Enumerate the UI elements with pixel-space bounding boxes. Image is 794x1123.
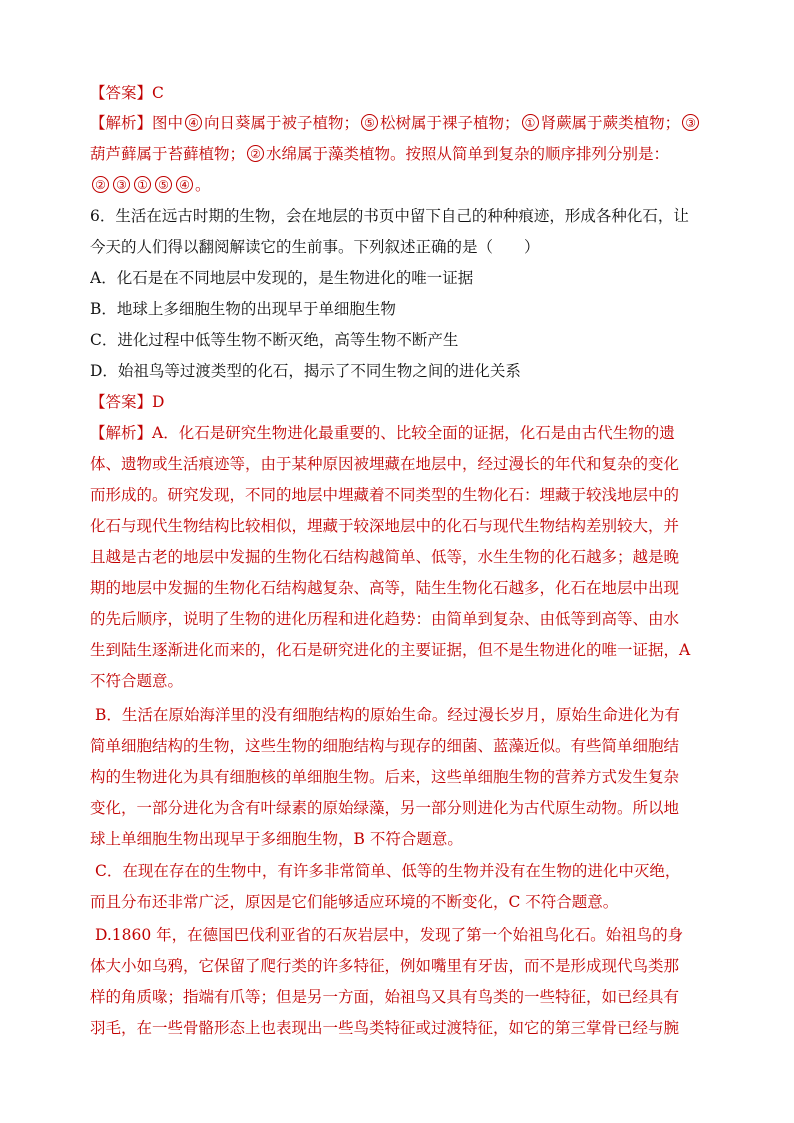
q6-analysis-b-line-3: 构的生物进化为具有细胞核的单细胞生物。后来，这些单细胞生物的营养方式发生复杂: [90, 768, 680, 786]
answer-value: C: [152, 84, 164, 102]
analysis-text: 松树属于裸子植物；: [380, 114, 520, 132]
q6-answer-line: [90, 387, 715, 418]
analysis-tag: 【解析】: [90, 114, 153, 132]
q5-answer-line: [90, 78, 715, 109]
q6-analysis-a-line-1: [90, 418, 715, 449]
analysis-text: 。: [195, 176, 211, 194]
q5-analysis-line-1: [90, 108, 715, 139]
q6-analysis-d-line-1: D.1860 年，在德国巴伐利亚省的石灰岩层中，发现了第一个始祖鸟化石。始祖鸟的身: [95, 926, 684, 944]
q6-analysis-a-line-9: 不符合题意。: [90, 672, 184, 690]
circled-number-2: ②: [92, 176, 109, 193]
q6-analysis-a-line-6: 期的地层中发掘的生物化石结构越复杂、高等，陆生生物化石越多，化石在地层中出现: [90, 579, 680, 597]
q6-stem-line-1: 6．生活在远古时期的生物，会在地层的书页中留下自己的种种痕迹，形成各种化石，让: [90, 207, 689, 225]
circled-number-4: ④: [185, 114, 202, 131]
analysis-tag: 【解析】: [90, 424, 153, 442]
q6-option-c: C．进化过程中低等生物不断灭绝，高等生物不断产生: [90, 331, 459, 349]
q6-option-b: B．地球上多细胞生物的出现早于单细胞生物: [90, 300, 396, 318]
analysis-text: 葫芦藓属于苔藓植物；: [90, 145, 246, 163]
q6-analysis-c-line-1: C．在现在存在的生物中，有许多非常简单、低等的生物并没有在生物的进化中灭绝，: [95, 862, 681, 880]
q6-analysis-a-line-3: 而形成的。研究发现，不同的地层中埋藏着不同类型的生物化石：埋藏于较浅地层中的: [90, 486, 680, 504]
analysis-text: 肾蕨属于蕨类植物；: [540, 114, 681, 132]
circled-number-5: ⑤: [361, 114, 378, 131]
q6-analysis-a-line-2: 体、遗物或生活痕迹等，由于某种原因被埋藏在地层中，经过漫长的年代和复杂的变化: [90, 455, 680, 473]
q6-analysis-a-line-7: 的先后顺序，说明了生物的进化历程和进化趋势：由简单到复杂、由低等到高等、由水: [90, 610, 680, 628]
q6-analysis-a-line-8: 生到陆生逐渐进化而来的，化石是研究进化的主要证据，但不是生物进化的唯一证据，A: [90, 641, 691, 659]
answer-tag: 【答案】: [90, 84, 153, 102]
q6-option-d: D．始祖鸟等过渡类型的化石，揭示了不同生物之间的进化关系: [90, 362, 521, 380]
q6-analysis-a-line-5: 且越是古老的地层中发掘的生物化石结构越简单、低等，水生生物的化石越多；越是晚: [90, 548, 680, 566]
q5-analysis-line-3: [90, 170, 715, 201]
q6-analysis-d-line-2: 体大小如乌鸦，它保留了爬行类的许多特征，例如嘴里有牙齿，而不是形成现代鸟类那: [90, 957, 680, 975]
q6-option-a: A．化石是在不同地层中发现的，是生物进化的唯一证据: [90, 269, 474, 287]
circled-number-1: ①: [134, 176, 151, 193]
circled-number-3: ③: [682, 114, 699, 131]
q6-stem-line-2: 今天的人们得以翻阅解读它的生前事。下列叙述正确的是（ ）: [90, 238, 540, 256]
analysis-text: A．化石是研究生物进化最重要的、比较全面的证据，化石是由古代生物的遗: [152, 424, 675, 442]
circled-number-5: ⑤: [155, 176, 172, 193]
answer-tag: 【答案】: [90, 393, 153, 411]
analysis-text: 图中: [152, 114, 184, 132]
circled-number-1: ①: [522, 114, 539, 131]
circled-number-4: ④: [176, 176, 193, 193]
analysis-text: 水绵属于藻类植物。按照从简单到复杂的顺序排列分别是：: [266, 145, 670, 163]
q6-analysis-b-line-5: 球上单细胞生物出现早于多细胞生物，B 不符合题意。: [90, 830, 463, 848]
q6-analysis-b-line-2: 简单细胞结构的生物，这些生物的细胞结构与现存的细菌、蓝藻近似。有些简单细胞结: [90, 737, 680, 755]
q6-analysis-c-line-2: 而且分布还非常广泛，原因是它们能够适应环境的不断变化，C 不符合题意。: [90, 893, 619, 911]
q6-analysis-b-line-1: B．生活在原始海洋里的没有细胞结构的原始生命。经过漫长岁月，原始生命进化为有: [95, 706, 680, 724]
circled-number-3: ③: [113, 176, 130, 193]
q6-analysis-a-line-4: 化石与现代生物结构比较相似，埋藏于较深地层中的化石与现代生物结构差别较大，并: [90, 517, 680, 535]
answer-value: D: [152, 393, 165, 411]
q6-analysis-d-line-4: 羽毛，在一些骨骼形态上也表现出一些鸟类特征或过渡特征，如它的第三掌骨已经与腕: [90, 1019, 680, 1037]
q6-analysis-b-line-4: 变化，一部分进化为含有叶绿素的原始绿藻，另一部分则进化为古代原生动物。所以地: [90, 799, 680, 817]
analysis-text: 向日葵属于被子植物；: [204, 114, 360, 132]
q5-analysis-line-2: [90, 139, 715, 170]
circled-number-2: ②: [247, 145, 264, 162]
q6-analysis-d-line-3: 样的角质喙；指端有爪等；但是另一方面，始祖鸟又具有鸟类的一些特征，如已经具有: [90, 988, 680, 1006]
